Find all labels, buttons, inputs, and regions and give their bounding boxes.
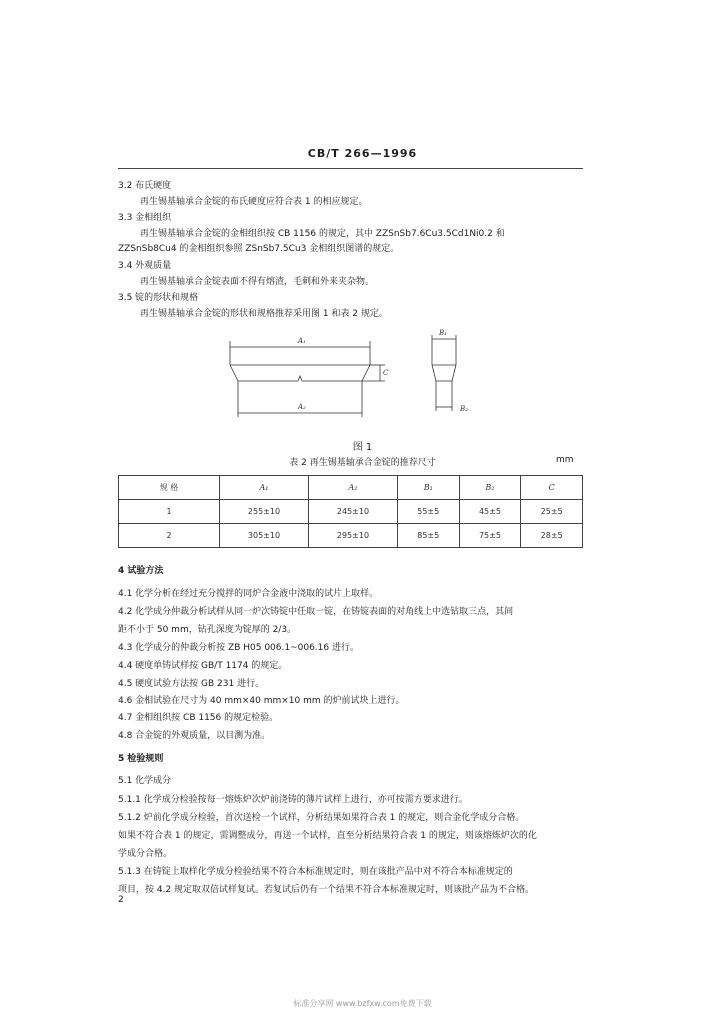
table-cell: 1 bbox=[119, 500, 220, 524]
heading-5-1: 5.1 化学成分 bbox=[118, 776, 172, 786]
front-view bbox=[230, 341, 385, 417]
table-cell: 255±10 bbox=[220, 500, 309, 524]
standard-code-header: CB/T 266—1996 bbox=[307, 147, 418, 160]
col-header-b1: B₁ bbox=[397, 476, 459, 500]
paragraph-line: 项目，按 4.2 规定取双倍试样复试。若复试后仍有一个结果不符合本标准规定时，则该批产品为不合格。 bbox=[118, 885, 535, 895]
table-cell: 45±5 bbox=[459, 500, 521, 524]
label-a1: A₁ bbox=[298, 337, 306, 345]
paragraph-line: 如果不符合表 1 的规定，需调整成分，再送一个试样，直至分析结果符合表 1 的规定，则该熔炼炉次的化 bbox=[118, 831, 537, 841]
col-header-a1: A₁ bbox=[220, 476, 309, 500]
table-cell: 305±10 bbox=[220, 524, 309, 548]
table-cell: 295±10 bbox=[308, 524, 397, 548]
paragraph-line: 4.5 硬度试验方法按 GB 231 进行。 bbox=[118, 679, 265, 689]
dimension-table bbox=[118, 475, 583, 548]
page-number: 2 bbox=[118, 895, 124, 905]
paragraph-line: 再生锡基轴承合金锭表面不得有熔渣，毛刺和外来夹杂物。 bbox=[140, 277, 375, 287]
paragraph-line: 4.6 金相试验在尺寸为 40 mm×40 mm×10 mm 的炉前试块上进行。 bbox=[118, 696, 405, 706]
label-c: C bbox=[383, 369, 389, 377]
header-rule bbox=[118, 168, 583, 169]
paragraph-line: 距不小于 50 mm，钻孔深度为锭厚的 2/3。 bbox=[118, 625, 297, 635]
table-cell: 2 bbox=[119, 524, 220, 548]
table-title: 表 2 再生锡基轴承合金锭的推荐尺寸 bbox=[289, 458, 436, 468]
table-cell: 55±5 bbox=[397, 500, 459, 524]
paragraph-line: 4.3 化学成分的仲裁分析按 ZB H05 006.1~006.16 进行。 bbox=[118, 643, 359, 653]
table-row bbox=[119, 524, 583, 548]
heading-3-5: 3.5 锭的形状和规格 bbox=[118, 293, 199, 303]
figure-caption: 图 1 bbox=[352, 442, 373, 453]
col-header-a2: A₂ bbox=[308, 476, 397, 500]
side-view bbox=[432, 335, 456, 411]
paragraph-line: 5.1.1 化学成分检验按每一熔炼炉次炉前浇铸的薄片试样上进行，亦可按需方要求进行。 bbox=[118, 795, 468, 805]
heading-3-3: 3.3 金相组织 bbox=[118, 213, 172, 223]
paragraph-line: 4.1 化学分析在经过充分搅拌的同炉合金液中浇取的试片上取样。 bbox=[118, 589, 379, 599]
table-cell: 245±10 bbox=[308, 500, 397, 524]
paragraph-line: 4.7 金相组织按 CB 1156 的规定检验。 bbox=[118, 713, 279, 723]
col-header-c: C bbox=[521, 476, 583, 500]
table-row bbox=[119, 500, 583, 524]
ingot-drawing bbox=[220, 325, 480, 435]
paragraph-line: ZZSnSb8Cu4 的金相组织参照 ZSnSb7.5Cu3 金相组织图谱的规定。 bbox=[118, 244, 400, 254]
col-header-b2: B₂ bbox=[459, 476, 521, 500]
label-b2: B₂ bbox=[460, 405, 468, 413]
paragraph-line: 再生锡基轴承合金锭的形状和规格推荐采用图 1 和表 2 规定。 bbox=[140, 309, 388, 319]
heading-4: 4 试验方法 bbox=[118, 566, 164, 576]
paragraph-line: 4.4 硬度单铸试样按 GB/T 1174 的规定。 bbox=[118, 661, 288, 671]
paragraph-line: 5.1.3 在铸锭上取样化学成分检验结果不符合本标准规定时，则在该批产品中对不符合本标准规定的 bbox=[118, 867, 513, 877]
paragraph-line: 再生锡基轴承合金锭的金相组织按 CB 1156 的规定，其中 ZZSnSb7.6Cu3.5Cd1Ni0.2 和 bbox=[140, 229, 505, 239]
paragraph-line: 5.1.2 炉前化学成分检验，首次送检一个试样，分析结果如果符合表 1 的规定，则合金化学成分合格。 bbox=[118, 813, 525, 823]
table-header-row bbox=[119, 476, 583, 500]
heading-3-4: 3.4 外观质量 bbox=[118, 261, 172, 271]
table-cell: 85±5 bbox=[397, 524, 459, 548]
paragraph-line: 学成分合格。 bbox=[118, 849, 173, 859]
table-unit: mm bbox=[556, 455, 574, 465]
label-b1: B₁ bbox=[439, 329, 447, 337]
heading-5: 5 检验规则 bbox=[118, 754, 164, 764]
table-cell: 75±5 bbox=[459, 524, 521, 548]
paragraph-line: 4.8 合金锭的外观质量，以目测为准。 bbox=[118, 731, 271, 741]
watermark-footer: 标准分享网 www.bzfxw.com免费下载 bbox=[293, 999, 432, 1008]
table-cell: 28±5 bbox=[521, 524, 583, 548]
col-header-spec: 规 格 bbox=[119, 476, 220, 500]
heading-3-2: 3.2 布氏硬度 bbox=[118, 181, 172, 191]
paragraph-line: 4.2 化学成分仲裁分析试样从同一炉次铸锭中任取一锭，在铸锭表面的对角线上中选钻取三点，其间 bbox=[118, 607, 514, 617]
table-cell: 25±5 bbox=[521, 500, 583, 524]
paragraph-line: 再生锡基轴承合金锭的布氏硬度应符合表 1 的相应规定。 bbox=[140, 197, 368, 207]
label-a2: A₂ bbox=[298, 403, 306, 411]
